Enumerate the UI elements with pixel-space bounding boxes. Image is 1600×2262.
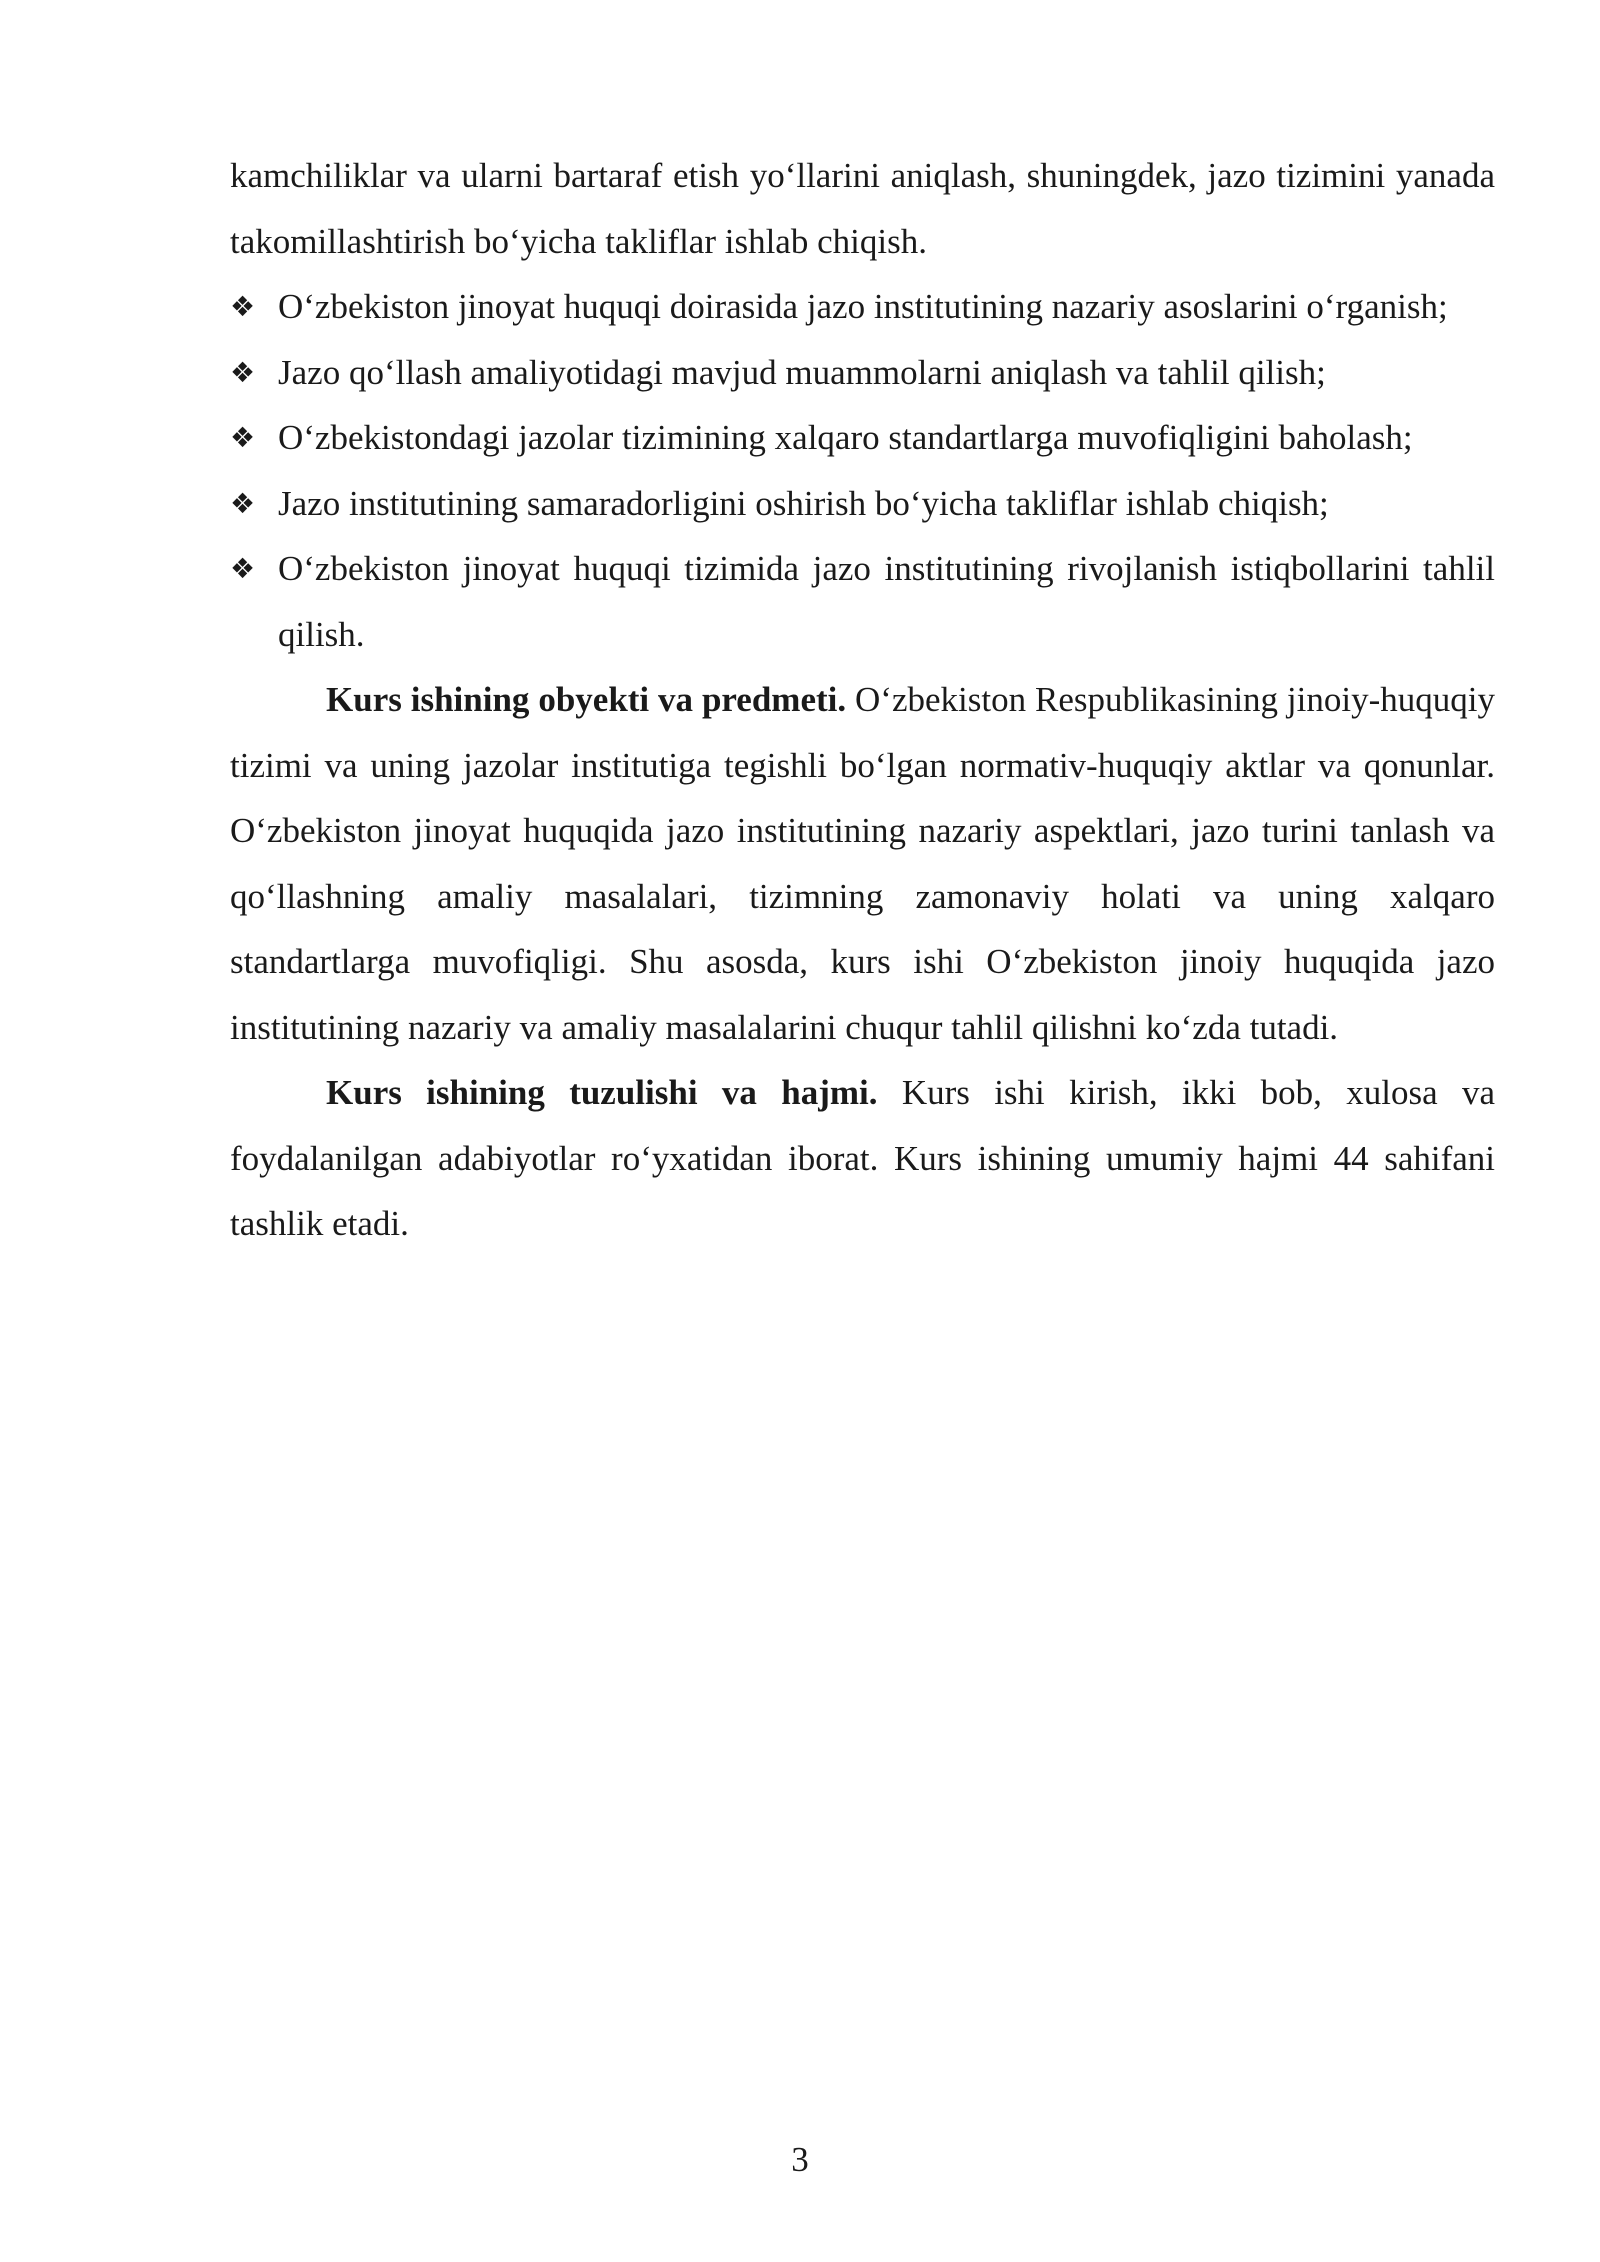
object-heading: Kurs ishining obyekti va predmeti. [326,680,847,719]
tasks-list [230,274,1495,667]
list-item-text: Jazo qo‘llash amaliyotidagi mavjud muammolarni aniqlash va tahlil qilish; [278,352,1326,392]
diamond-bullet-icon: ❖ [230,421,256,454]
diamond-bullet-icon: ❖ [230,355,256,389]
list-item [230,274,1495,340]
object-paragraph [230,667,1495,1060]
list-item-text: O‘zbekiston jinoyat huquqi tizimida jazo institutining rivojlanish istiqbollarini tahlil qilish. [278,549,1495,654]
page-number: 3 [791,2140,809,2179]
list-item-text: O‘zbekiston jinoyat huquqi doirasida jazo institutining nazariy asoslarini o‘rganish; [278,287,1448,326]
list-item [230,340,1495,406]
structure-paragraph [230,1060,1495,1257]
diamond-bullet-icon: ❖ [230,552,256,585]
list-item [230,471,1495,537]
page-body [230,143,1495,1257]
intro-paragraph: kamchiliklar va ularni bartaraf etish yo‘llarini aniqlash, shuningdek, jazo tizimini yanada takomillashtirish bo‘yicha takliflar ishlab chiqish. [230,156,1495,261]
list-item-text: O‘zbekistondagi jazolar tizimining xalqaro standartlarga muvofiqligini baholash; [278,418,1413,457]
diamond-bullet-icon: ❖ [230,290,256,323]
list-item-text: Jazo institutining samaradorligini oshirish bo‘yicha takliflar ishlab chiqish; [278,483,1329,523]
structure-text: Kurs ishi kirish, ikki bob, xulosa va foydalanilgan adabiyotlar ro‘yxatidan iborat. Kurs ishining umumiy hajmi 44 sahifani tashlik etadi. [230,1073,1495,1243]
list-item [230,536,1495,667]
structure-heading: Kurs ishining tuzulishi va hajmi. [326,1073,878,1112]
diamond-bullet-icon: ❖ [230,486,256,520]
object-text: O‘zbekiston Respublikasining jinoiy-huquqiy tizimi va uning jazolar institutiga tegishli bo‘lgan normativ-huquqiy aktlar va qonunlar. O‘zbekiston jinoyat huquqida jazo institutining nazariy aspektlari, jazo turini tanlash va qo‘llashning amaliy masalalari, tizimning zamonaviy holati va uning xalqaro standartlarga muvofiqligi. Shu asosda, kurs ishi O‘zbekiston jinoiy huquqida jazo institutining nazariy va amaliy masalalarini chuqur tahlil qilishni ko‘zda tutadi. [230,680,1495,1047]
list-item [230,405,1495,471]
